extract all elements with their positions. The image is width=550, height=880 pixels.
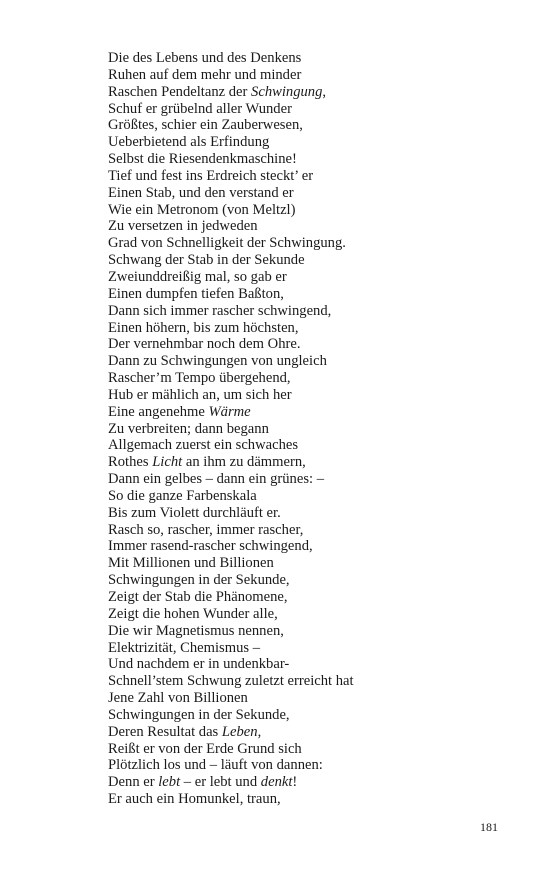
poem-line	[108, 555, 508, 572]
poem-segment: Die wir Magnetismus nennen,	[108, 622, 284, 639]
poem-line	[108, 606, 508, 623]
poem-emphasis: Schwingung	[251, 83, 323, 100]
poem-line	[108, 640, 508, 657]
poem-line	[108, 505, 508, 522]
poem-line	[108, 168, 508, 185]
poem-line	[108, 741, 508, 758]
poem-line	[108, 421, 508, 438]
poem-segment: Einen höhern, bis zum höchsten,	[108, 319, 299, 336]
poem-segment: Eine angenehme	[108, 403, 209, 420]
poem-segment: Ruhen auf dem mehr und minder	[108, 66, 302, 83]
poem-line	[108, 269, 508, 286]
poem-line	[108, 488, 508, 505]
poem-segment: Der vernehmbar noch dem Ohre.	[108, 336, 301, 353]
poem-segment: Wie ein Metronom (von Meltzl)	[108, 201, 296, 218]
poem-segment: Mit Millionen und Billionen	[108, 555, 274, 572]
poem-emphasis: Leben	[221, 723, 258, 740]
poem-line	[108, 151, 508, 168]
poem-segment: Schwingungen in der Sekunde,	[108, 706, 290, 723]
poem-segment: Deren Resultat das	[108, 723, 222, 740]
poem-segment: Schnell’stem Schwung zuletzt erreicht hat	[108, 673, 354, 690]
poem-line	[108, 67, 508, 84]
poem-text	[108, 50, 508, 808]
poem-segment: Er auch ein Homunkel, traun,	[108, 791, 281, 808]
poem-segment: Zeigt die hohen Wunder alle,	[108, 605, 278, 622]
poem-line	[108, 353, 508, 370]
poem-segment: So die ganze Farbenskala	[108, 487, 257, 504]
poem-line	[108, 370, 508, 387]
poem-segment: ,	[322, 83, 327, 100]
poem-line	[108, 724, 508, 741]
poem-emphasis: Wärme	[208, 403, 251, 420]
poem-segment: an ihm zu dämmern,	[182, 454, 306, 471]
poem-segment: Elektrizität, Chemismus –	[108, 639, 260, 656]
poem-line	[108, 84, 508, 101]
poem-segment: Dann sich immer rascher schwingend,	[108, 302, 332, 319]
poem-segment: Rasch so, rascher, immer rascher,	[108, 521, 304, 538]
poem-segment: Schuf er grübelnd aller Wunder	[108, 100, 292, 117]
poem-line	[108, 774, 508, 791]
poem-line	[108, 757, 508, 774]
poem-line	[108, 673, 508, 690]
poem-line	[108, 623, 508, 640]
poem-segment: Jene Zahl von Billionen	[108, 690, 248, 707]
poem-line	[108, 117, 508, 134]
poem-segment: Dann zu Schwingungen von ungleich	[108, 353, 327, 370]
poem-segment: Dann ein gelbes – dann ein grünes: –	[108, 471, 325, 488]
poem-segment: !	[292, 774, 298, 791]
poem-segment: Allgemach zuerst ein schwaches	[108, 437, 299, 454]
poem-line	[108, 101, 508, 118]
poem-line	[108, 185, 508, 202]
poem-line	[108, 336, 508, 353]
poem-line	[108, 404, 508, 421]
poem-segment: Ueberbietend als Erfindung	[108, 134, 270, 151]
poem-segment: Einen Stab, und den verstand er	[108, 184, 294, 201]
poem-line	[108, 437, 508, 454]
page-number: 181	[480, 820, 498, 834]
poem-line	[108, 589, 508, 606]
poem-line	[108, 690, 508, 707]
poem-line	[108, 387, 508, 404]
poem-segment: ,	[257, 723, 262, 740]
poem-segment: Zu verbreiten; dann begann	[108, 420, 269, 437]
poem-emphasis: denkt	[260, 774, 293, 791]
poem-line	[108, 707, 508, 724]
poem-segment: Grad von Schnelligkeit der Schwingung.	[108, 235, 346, 252]
poem-line	[108, 50, 508, 67]
poem-segment: Tief und fest ins Erdreich steckt’ er	[108, 167, 314, 184]
poem-segment: Einen dumpfen tiefen Baßton,	[108, 285, 284, 302]
poem-line	[108, 320, 508, 337]
poem-line	[108, 235, 508, 252]
poem-segment: Schwingungen in der Sekunde,	[108, 572, 290, 589]
poem-line	[108, 791, 508, 808]
poem-segment: Die des Lebens und des Denkens	[108, 50, 302, 66]
poem-line	[108, 454, 508, 471]
poem-line	[108, 656, 508, 673]
poem-segment: Zeigt der Stab die Phänomene,	[108, 589, 288, 605]
poem-line	[108, 286, 508, 303]
poem-line	[108, 202, 508, 219]
poem-line	[108, 303, 508, 320]
poem-line	[108, 522, 508, 539]
poem-segment: Hub er mählich an, um sich her	[108, 386, 292, 403]
poem-line	[108, 471, 508, 488]
poem-segment: Zu versetzen in jedweden	[108, 218, 258, 235]
poem-segment: – er lebt und	[180, 774, 261, 791]
poem-line	[108, 134, 508, 151]
poem-emphasis: Licht	[152, 454, 183, 471]
poem-segment: Zweiunddreißig mal, so gab er	[108, 268, 287, 285]
poem-segment: Schwang der Stab in der Sekunde	[108, 252, 305, 269]
poem-line	[108, 538, 508, 555]
poem-segment: Bis zum Violett durchläuft er.	[108, 504, 281, 521]
poem-segment: Denn er	[108, 774, 159, 791]
poem-segment: Immer rasend-rascher schwingend,	[108, 538, 313, 555]
poem-segment: Selbst die Riesendenkmaschine!	[108, 151, 297, 168]
poem-segment: Größtes, schier ein Zauberwesen,	[108, 117, 303, 134]
poem-line	[108, 252, 508, 269]
poem-segment: Rothes	[108, 454, 153, 471]
poem-segment: Rascher’m Tempo übergehend,	[108, 370, 291, 387]
poem-line	[108, 218, 508, 235]
poem-segment: Reißt er von der Erde Grund sich	[108, 740, 302, 757]
poem-segment: Raschen Pendeltanz der	[108, 83, 252, 100]
poem-segment: Plötzlich los und – läuft von dannen:	[108, 757, 323, 774]
poem-segment: Und nachdem er in undenkbar-	[108, 656, 290, 673]
poem-emphasis: lebt	[158, 774, 181, 791]
poem-line	[108, 572, 508, 589]
